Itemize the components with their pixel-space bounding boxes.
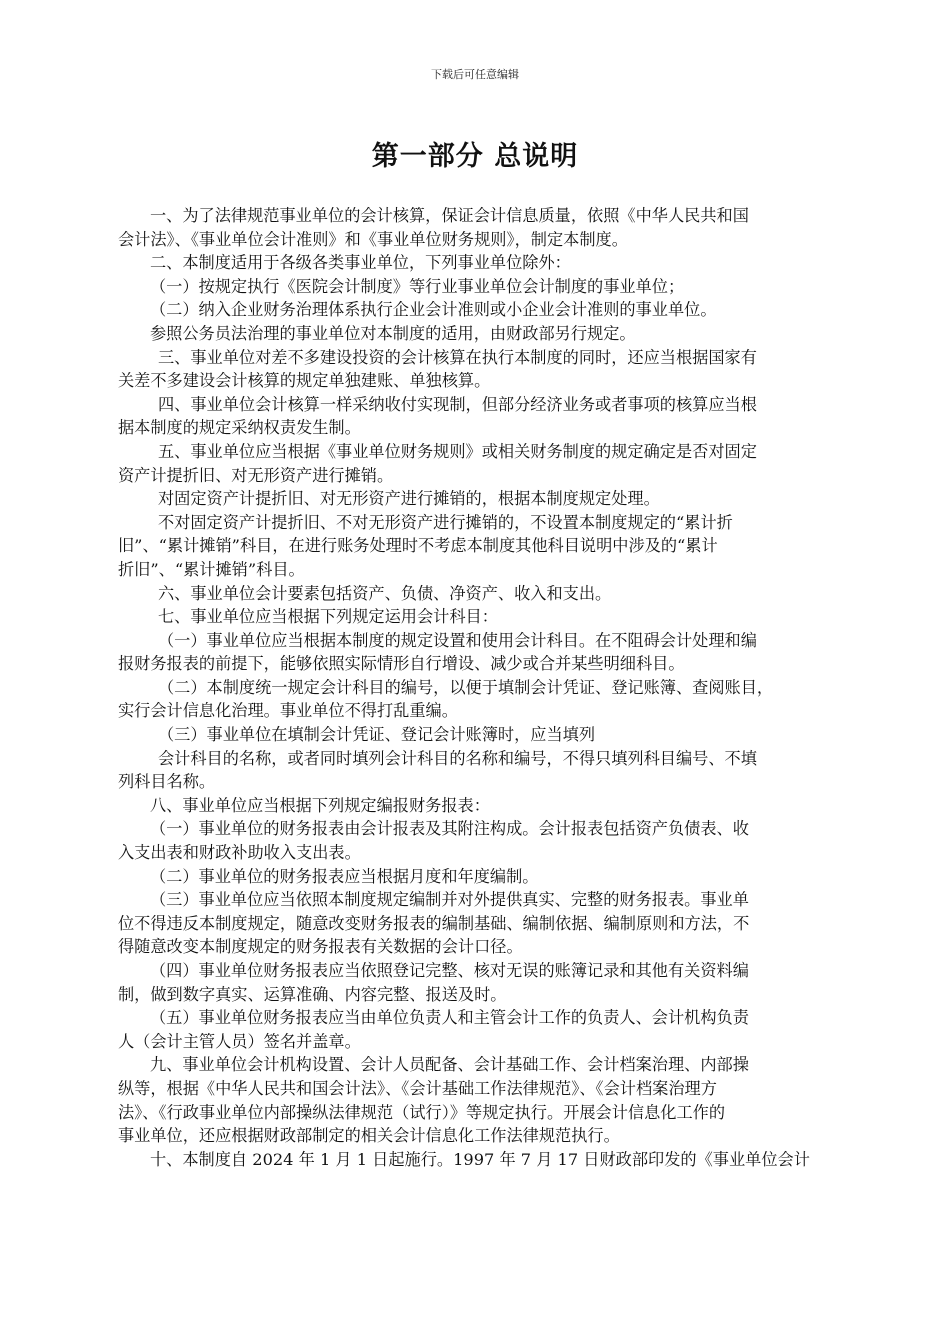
page-header: 下载后可任意编辑 — [431, 68, 519, 81]
document-body — [118, 204, 874, 1171]
paragraph-line: 五、事业单位应当根据《事业单位财务规则》或相关财务制度的规定确定是否对固定 — [158, 441, 757, 461]
paragraph-line: （三）事业单位在填制会计凭证、登记会计账簿时，应当填列 — [158, 725, 596, 745]
paragraph-line: （五）事业单位财务报表应当由单位负责人和主管会计工作的负责人、会计机构负责 — [150, 1008, 749, 1028]
paragraph-line: 三、事业单位对差不多建设投资的会计核算在执行本制度的同时，还应当根据国家有 — [158, 347, 757, 367]
paragraph-line: 对固定资产计提折旧、对无形资产进行摊销的，根据本制度规定处理。 — [158, 489, 660, 509]
paragraph-line: 六、事业单位会计要素包括资产、负债、净资产、收入和支出。 — [158, 583, 612, 603]
paragraph-line: 纵等，根据《中华人民共和国会计法》、《会计基础工作法律规范》、《会计档案治理方 — [118, 1078, 717, 1098]
paragraph-line: 事业单位，还应根据财政部制定的相关会计信息化工作法律规范执行。 — [118, 1126, 620, 1146]
paragraph-line: （二）事业单位的财务报表应当根据月度和年度编制。 — [150, 866, 539, 886]
paragraph-line: 十、本制度自 2024 年 1 月 1 日起施行。1997 年 7 月 17 日财政部印发的《事业单位会计 — [150, 1149, 810, 1169]
paragraph-line: （三）事业单位应当依照本制度规定编制并对外提供真实、完整的财务报表。事业单 — [150, 890, 749, 910]
paragraph-line: 不对固定资产计提折旧、不对无形资产进行摊销的，不设置本制度规定的“累计折 — [158, 512, 733, 532]
page-title: 第一部分 总说明 — [371, 141, 579, 172]
paragraph-line: 入支出表和财政补助收入支出表。 — [118, 843, 361, 863]
paragraph-line: 人（会计主管人员）签名并盖章。 — [118, 1031, 361, 1051]
paragraph-line: （一）按规定执行《医院会计制度》等行业事业单位会计制度的事业单位； — [150, 276, 685, 296]
paragraph-line: 一、为了法律规范事业单位的会计核算，保证会计信息质量，依照《中华人民共和国 — [150, 206, 749, 225]
paragraph-line: 八、事业单位应当根据下列规定编报财务报表： — [150, 795, 490, 815]
paragraph-line: 位不得违反本制度规定，随意改变财务报表的编制基础、编制依据、编制原则和方法，不 — [118, 913, 750, 933]
paragraph-line: 资产计提折旧、对无形资产进行摊销。 — [118, 465, 394, 485]
paragraph-line: 实行会计信息化治理。事业单位不得打乱重编。 — [118, 701, 458, 721]
paragraph-line: 四、事业单位会计核算一样采纳收付实现制，但部分经济业务或者事项的核算应当根 — [158, 394, 757, 414]
paragraph-line: 制，做到数字真实、运算准确、内容完整、报送及时。 — [118, 984, 507, 1004]
paragraph-line: 参照公务员法治理的事业单位对本制度的适用，由财政部另行规定。 — [150, 323, 636, 343]
paragraph-line: 会计科目的名称，或者同时填列会计科目的名称和编号，不得只填列科目编号、不填 — [158, 748, 757, 768]
paragraph-line: 得随意改变本制度规定的财务报表有关数据的会计口径。 — [118, 937, 523, 957]
paragraph-line: （四）事业单位财务报表应当依照登记完整、核对无误的账簿记录和其他有关资料编 — [150, 961, 749, 980]
paragraph-line: 九、事业单位会计机构设置、会计人员配备、会计基础工作、会计档案治理、内部操 — [150, 1055, 749, 1075]
paragraph-line: （一）事业单位的财务报表由会计报表及其附注构成。会计报表包括资产负债表、收 — [150, 819, 749, 839]
paragraph-line: 七、事业单位应当根据下列规定运用会计科目： — [158, 607, 498, 627]
paragraph-line: （二）本制度统一规定会计科目的编号，以便于填制会计凭证、登记账簿、查阅账目， — [158, 677, 774, 697]
paragraph-line: 折旧”、“累计摊销”科目。 — [118, 559, 305, 579]
paragraph-line: （二）纳入企业财务治理体系执行企业会计准则或小企业会计准则的事业单位。 — [150, 300, 717, 320]
paragraph-line: 旧”、“累计摊销”科目，在进行账务处理时不考虑本制度其他科目说明中涉及的“累计 — [118, 536, 718, 556]
paragraph-line: 据本制度的规定采纳权责发生制。 — [118, 418, 361, 438]
paragraph-line: （一）事业单位应当根据本制度的规定设置和使用会计科目。在不阻碍会计处理和编 — [158, 630, 757, 650]
paragraph-line: 二、本制度适用于各级各类事业单位，下列事业单位除外： — [150, 253, 571, 273]
paragraph-line: 关差不多建设会计核算的规定单独建账、单独核算。 — [118, 371, 491, 391]
paragraph-line: 会计法》、《事业单位会计准则》和《事业单位财务规则》，制定本制度。 — [118, 229, 628, 249]
paragraph-line: 报财务报表的前提下，能够依照实际情形自行增设、减少或合并某些明细科目。 — [118, 654, 685, 674]
paragraph-line: 法》、《行政事业单位内部操纵法律规范（试行）》等规定执行。开展会计信息化工作的 — [118, 1102, 726, 1122]
paragraph-line: 列科目名称。 — [118, 772, 216, 792]
